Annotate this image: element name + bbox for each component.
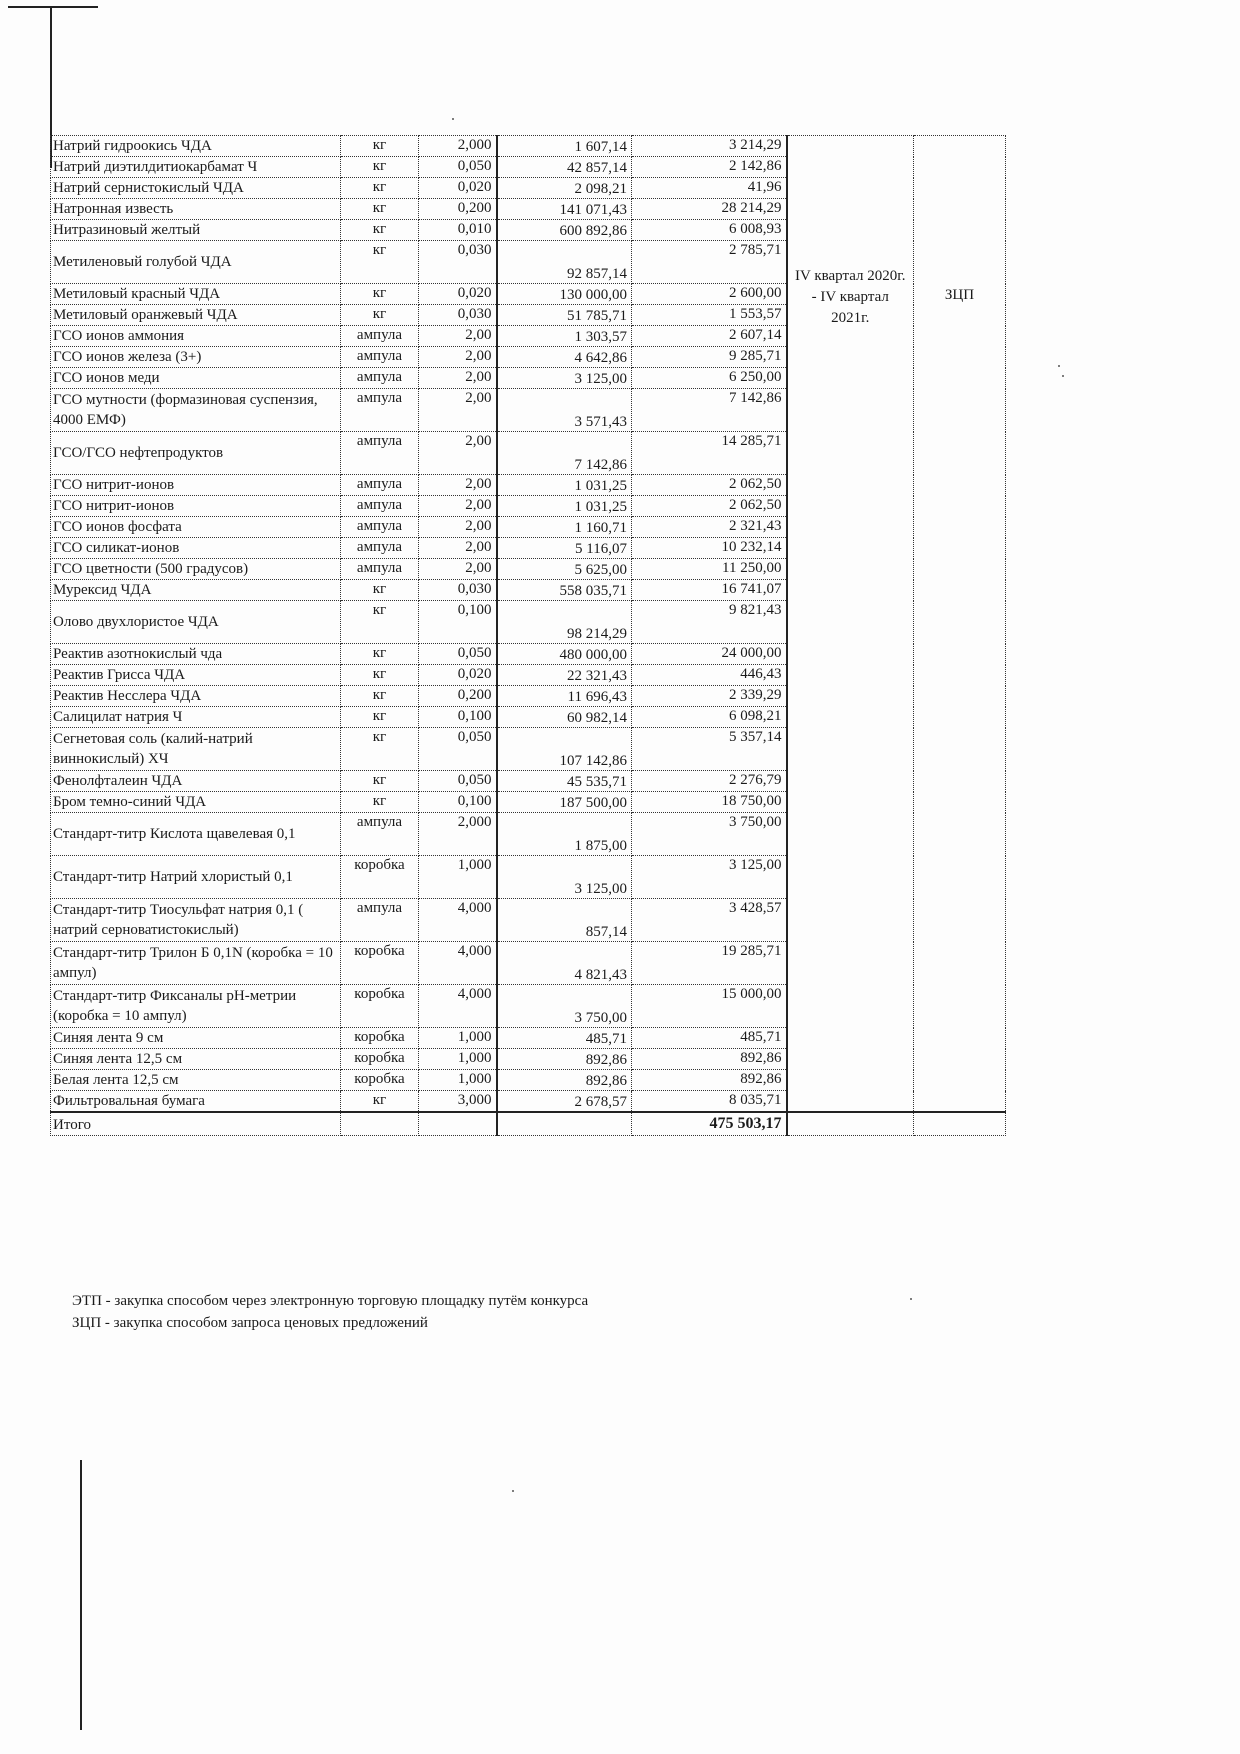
unit-cell: ампула <box>341 432 419 475</box>
sum-cell: 10 232,14 <box>632 538 787 559</box>
unit-price-cell: 3 571,43 <box>497 389 632 432</box>
quantity-cell: 0,010 <box>419 220 497 241</box>
quantity-cell: 3,000 <box>419 1091 497 1113</box>
unit-cell: кг <box>341 157 419 178</box>
item-name-cell: Стандарт-титр Трилон Б 0,1N (коробка = 10 ампул) <box>51 942 341 985</box>
quantity-cell: 0,050 <box>419 728 497 771</box>
unit-cell: кг <box>341 305 419 326</box>
procurement-period-cell: IV квартал 2020г. - IV квартал 2021г. <box>787 136 914 1113</box>
unit-price-cell: 2 098,21 <box>497 178 632 199</box>
item-name-cell: Белая лента 12,5 см <box>51 1070 341 1091</box>
unit-price-cell: 3 750,00 <box>497 985 632 1028</box>
unit-cell: ампула <box>341 899 419 942</box>
sum-cell: 6 008,93 <box>632 220 787 241</box>
quantity-cell: 1,000 <box>419 1028 497 1049</box>
quantity-cell: 4,000 <box>419 899 497 942</box>
sum-cell: 2 339,29 <box>632 686 787 707</box>
item-name-cell: Синяя лента 9 см <box>51 1028 341 1049</box>
unit-cell: ампула <box>341 813 419 856</box>
sum-cell: 892,86 <box>632 1070 787 1091</box>
unit-cell: кг <box>341 707 419 728</box>
quantity-cell: 1,000 <box>419 1049 497 1070</box>
quantity-cell: 2,00 <box>419 326 497 347</box>
unit-cell: ампула <box>341 347 419 368</box>
quantity-cell: 2,00 <box>419 432 497 475</box>
item-name-cell: Фильтровальная бумага <box>51 1091 341 1113</box>
sum-cell: 9 821,43 <box>632 601 787 644</box>
unit-cell: коробка <box>341 942 419 985</box>
sum-cell: 3 125,00 <box>632 856 787 899</box>
item-name-cell: ГСО мутности (формазиновая суспензия, 4000 ЕМФ) <box>51 389 341 432</box>
sum-cell: 41,96 <box>632 178 787 199</box>
sum-cell: 446,43 <box>632 665 787 686</box>
scan-speck <box>1058 365 1060 367</box>
procurement-method-cell: ЗЦП <box>914 136 1006 1113</box>
sum-cell: 15 000,00 <box>632 985 787 1028</box>
unit-cell: кг <box>341 220 419 241</box>
unit-price-cell: 558 035,71 <box>497 580 632 601</box>
unit-price-cell: 42 857,14 <box>497 157 632 178</box>
item-name-cell: Стандарт-титр Натрий хлористый 0,1 <box>51 856 341 899</box>
item-name-cell: Олово двухлористое ЧДА <box>51 601 341 644</box>
unit-price-cell: 1 303,57 <box>497 326 632 347</box>
legend <box>72 1290 588 1334</box>
unit-cell: ампула <box>341 517 419 538</box>
unit-cell: кг <box>341 686 419 707</box>
sum-cell: 6 098,21 <box>632 707 787 728</box>
quantity-cell: 0,020 <box>419 665 497 686</box>
sum-cell: 24 000,00 <box>632 644 787 665</box>
unit-price-cell: 107 142,86 <box>497 728 632 771</box>
quantity-cell: 0,030 <box>419 241 497 284</box>
quantity-cell: 2,00 <box>419 496 497 517</box>
item-name-cell: ГСО ионов фосфата <box>51 517 341 538</box>
unit-cell: коробка <box>341 1028 419 1049</box>
sum-cell: 485,71 <box>632 1028 787 1049</box>
unit-cell: ампула <box>341 368 419 389</box>
sum-cell: 9 285,71 <box>632 347 787 368</box>
quantity-cell: 0,100 <box>419 792 497 813</box>
unit-price-cell: 485,71 <box>497 1028 632 1049</box>
item-name-cell: Натронная известь <box>51 199 341 220</box>
sum-cell: 3 214,29 <box>632 136 787 157</box>
scan-speck <box>1062 375 1064 377</box>
sum-cell: 18 750,00 <box>632 792 787 813</box>
item-name-cell: ГСО ионов аммония <box>51 326 341 347</box>
sum-cell: 2 276,79 <box>632 771 787 792</box>
item-name-cell: Метиловый красный ЧДА <box>51 284 341 305</box>
item-name-cell: ГСО нитрит-ионов <box>51 496 341 517</box>
item-name-cell: Метиловый оранжевый ЧДА <box>51 305 341 326</box>
sum-cell: 2 321,43 <box>632 517 787 538</box>
quantity-cell: 0,030 <box>419 580 497 601</box>
legend-etp: ЭТП - закупка способом через электронную торговую площадку путём конкурса <box>72 1293 589 1309</box>
unit-cell: коробка <box>341 1070 419 1091</box>
item-name-cell: Метиленовый голубой ЧДА <box>51 241 341 284</box>
unit-cell: кг <box>341 1091 419 1113</box>
unit-cell: кг <box>341 601 419 644</box>
sum-cell: 7 142,86 <box>632 389 787 432</box>
unit-cell: кг <box>341 771 419 792</box>
item-name-cell: ГСО ионов меди <box>51 368 341 389</box>
quantity-cell: 2,000 <box>419 813 497 856</box>
quantity-cell: 0,100 <box>419 601 497 644</box>
unit-price-cell: 130 000,00 <box>497 284 632 305</box>
quantity-cell: 2,00 <box>419 538 497 559</box>
sum-cell: 16 741,07 <box>632 580 787 601</box>
unit-cell: кг <box>341 178 419 199</box>
item-name-cell: ГСО/ГСО нефтепродуктов <box>51 432 341 475</box>
unit-price-cell: 600 892,86 <box>497 220 632 241</box>
item-name-cell: Фенолфталеин ЧДА <box>51 771 341 792</box>
quantity-cell: 0,050 <box>419 644 497 665</box>
quantity-cell: 0,030 <box>419 305 497 326</box>
unit-price-cell: 1 031,25 <box>497 496 632 517</box>
total-empty-cell <box>341 1112 419 1136</box>
unit-cell: кг <box>341 199 419 220</box>
unit-cell: ампула <box>341 538 419 559</box>
unit-cell: ампула <box>341 496 419 517</box>
unit-cell: коробка <box>341 1049 419 1070</box>
unit-cell: кг <box>341 241 419 284</box>
unit-price-cell: 1 875,00 <box>497 813 632 856</box>
scan-speck <box>910 1298 912 1300</box>
unit-price-cell: 92 857,14 <box>497 241 632 284</box>
item-name-cell: ГСО цветности (500 градусов) <box>51 559 341 580</box>
quantity-cell: 0,200 <box>419 686 497 707</box>
quantity-cell: 2,00 <box>419 517 497 538</box>
sum-cell: 1 553,57 <box>632 305 787 326</box>
unit-cell: кг <box>341 284 419 305</box>
unit-price-cell: 22 321,43 <box>497 665 632 686</box>
scan-speck <box>452 118 454 120</box>
quantity-cell: 2,00 <box>419 559 497 580</box>
unit-cell: ампула <box>341 389 419 432</box>
sum-cell: 892,86 <box>632 1049 787 1070</box>
unit-cell: ампула <box>341 475 419 496</box>
sum-cell: 8 035,71 <box>632 1091 787 1113</box>
unit-price-cell: 187 500,00 <box>497 792 632 813</box>
item-name-cell: Реактив Грисса ЧДА <box>51 665 341 686</box>
quantity-cell: 2,00 <box>419 475 497 496</box>
item-name-cell: Реактив Несслера ЧДА <box>51 686 341 707</box>
total-sum: 475 503,17 <box>632 1112 787 1136</box>
unit-cell: кг <box>341 136 419 157</box>
quantity-cell: 2,000 <box>419 136 497 157</box>
unit-price-cell: 51 785,71 <box>497 305 632 326</box>
unit-price-cell: 892,86 <box>497 1070 632 1091</box>
quantity-cell: 0,020 <box>419 284 497 305</box>
item-name-cell: Бром темно-синий ЧДА <box>51 792 341 813</box>
unit-price-cell: 3 125,00 <box>497 856 632 899</box>
legend-zcp: ЗЦП - закупка способом запроса ценовых предложений <box>72 1315 428 1331</box>
unit-price-cell: 3 125,00 <box>497 368 632 389</box>
sum-cell: 5 357,14 <box>632 728 787 771</box>
item-name-cell: ГСО ионов железа (3+) <box>51 347 341 368</box>
quantity-cell: 2,00 <box>419 389 497 432</box>
item-name-cell: Стандарт-титр Фиксаналы pH-метрии (коробка = 10 ампул) <box>51 985 341 1028</box>
item-name-cell: Мурексид ЧДА <box>51 580 341 601</box>
unit-cell: кг <box>341 644 419 665</box>
item-name-cell: ГСО нитрит-ионов <box>51 475 341 496</box>
item-name-cell: Натрий гидроокись ЧДА <box>51 136 341 157</box>
quantity-cell: 0,050 <box>419 771 497 792</box>
item-name-cell: ГСО силикат-ионов <box>51 538 341 559</box>
item-name-cell: Стандарт-титр Кислота щавелевая 0,1 <box>51 813 341 856</box>
scan-edge-left-lower <box>80 1460 82 1730</box>
unit-price-cell: 45 535,71 <box>497 771 632 792</box>
scan-edge-top <box>8 6 98 8</box>
quantity-cell: 1,000 <box>419 856 497 899</box>
item-name-cell: Натрий диэтилдитиокарбамат Ч <box>51 157 341 178</box>
table-body <box>51 136 1006 1136</box>
sum-cell: 28 214,29 <box>632 199 787 220</box>
sum-cell: 2 142,86 <box>632 157 787 178</box>
unit-price-cell: 1 031,25 <box>497 475 632 496</box>
sum-cell: 3 428,57 <box>632 899 787 942</box>
item-name-cell: Сегнетовая соль (калий-натрий виннокислый) ХЧ <box>51 728 341 771</box>
item-name-cell: Натрий сернистокислый ЧДА <box>51 178 341 199</box>
sum-cell: 11 250,00 <box>632 559 787 580</box>
item-name-cell: Стандарт-титр Тиосульфат натрия 0,1 ( натрий серноватистокислый) <box>51 899 341 942</box>
unit-price-cell: 141 071,43 <box>497 199 632 220</box>
unit-price-cell: 857,14 <box>497 899 632 942</box>
item-name-cell: Реактив азотнокислый чда <box>51 644 341 665</box>
total-empty-cell <box>419 1112 497 1136</box>
unit-price-cell: 480 000,00 <box>497 644 632 665</box>
sum-cell: 2 785,71 <box>632 241 787 284</box>
total-label: Итого <box>51 1112 341 1136</box>
unit-cell: кг <box>341 728 419 771</box>
total-row <box>51 1112 1006 1136</box>
quantity-cell: 0,020 <box>419 178 497 199</box>
sum-cell: 2 062,50 <box>632 496 787 517</box>
unit-cell: кг <box>341 792 419 813</box>
sum-cell: 2 062,50 <box>632 475 787 496</box>
item-name-cell: Нитразиновый желтый <box>51 220 341 241</box>
sum-cell: 6 250,00 <box>632 368 787 389</box>
unit-price-cell: 98 214,29 <box>497 601 632 644</box>
scan-speck <box>512 1490 514 1492</box>
unit-cell: ампула <box>341 559 419 580</box>
unit-price-cell: 1 607,14 <box>497 136 632 157</box>
unit-price-cell: 892,86 <box>497 1049 632 1070</box>
unit-price-cell: 1 160,71 <box>497 517 632 538</box>
unit-cell: кг <box>341 580 419 601</box>
unit-price-cell: 2 678,57 <box>497 1091 632 1113</box>
item-name-cell: Салицилат натрия Ч <box>51 707 341 728</box>
sum-cell: 2 607,14 <box>632 326 787 347</box>
unit-price-cell: 4 642,86 <box>497 347 632 368</box>
unit-cell: коробка <box>341 985 419 1028</box>
unit-price-cell: 5 116,07 <box>497 538 632 559</box>
total-empty-cell <box>787 1112 914 1136</box>
unit-price-cell: 11 696,43 <box>497 686 632 707</box>
sum-cell: 14 285,71 <box>632 432 787 475</box>
quantity-cell: 0,100 <box>419 707 497 728</box>
unit-price-cell: 60 982,14 <box>497 707 632 728</box>
total-empty-cell <box>914 1112 1006 1136</box>
unit-price-cell: 4 821,43 <box>497 942 632 985</box>
unit-price-cell: 5 625,00 <box>497 559 632 580</box>
unit-cell: коробка <box>341 856 419 899</box>
unit-price-cell: 7 142,86 <box>497 432 632 475</box>
quantity-cell: 4,000 <box>419 942 497 985</box>
quantity-cell: 1,000 <box>419 1070 497 1091</box>
sum-cell: 3 750,00 <box>632 813 787 856</box>
sum-cell: 2 600,00 <box>632 284 787 305</box>
quantity-cell: 2,00 <box>419 347 497 368</box>
quantity-cell: 0,050 <box>419 157 497 178</box>
unit-cell: кг <box>341 665 419 686</box>
quantity-cell: 4,000 <box>419 985 497 1028</box>
procurement-table <box>50 135 1006 1136</box>
quantity-cell: 2,00 <box>419 368 497 389</box>
unit-cell: ампула <box>341 326 419 347</box>
item-name-cell: Синяя лента 12,5 см <box>51 1049 341 1070</box>
table-row <box>51 136 1006 157</box>
total-empty-cell <box>497 1112 632 1136</box>
sum-cell: 19 285,71 <box>632 942 787 985</box>
quantity-cell: 0,200 <box>419 199 497 220</box>
